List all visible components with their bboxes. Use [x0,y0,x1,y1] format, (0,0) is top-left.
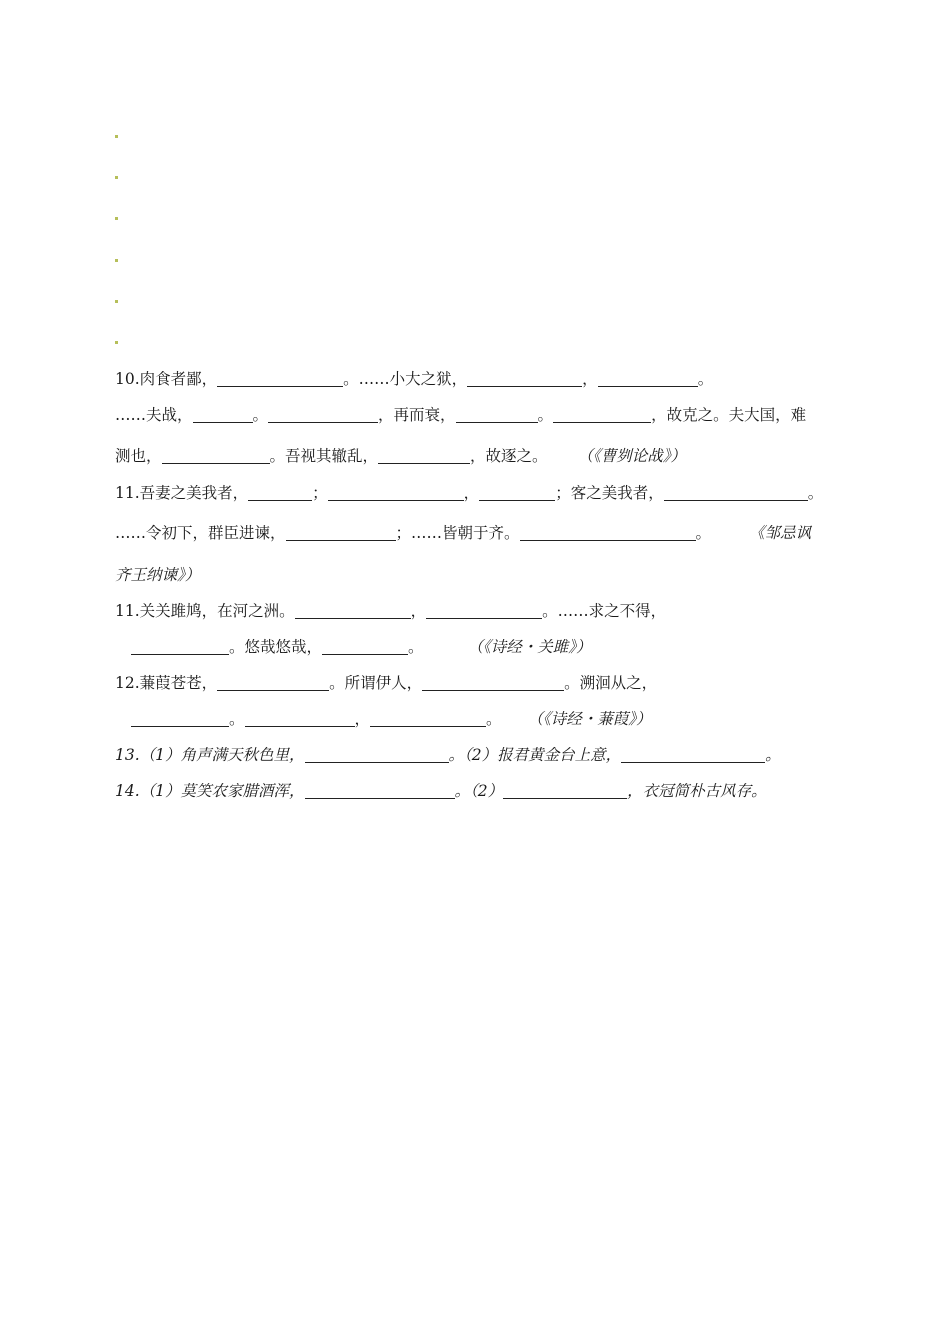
answer-blank[interactable] [553,406,651,423]
source-citation: 《邹忌讽 [749,524,812,542]
answer-blank[interactable] [664,484,808,501]
answer-blank[interactable] [305,782,455,799]
q10-text: 。 [697,370,714,388]
q11b-line-2 [131,637,592,657]
answer-blank[interactable] [426,602,542,619]
q12-line-1 [115,673,657,693]
answer-blank[interactable] [322,638,408,655]
answer-blank[interactable] [268,406,378,423]
bullet-marker [115,135,118,138]
q11b-text: 。悠哉悠哉， [229,638,323,656]
q13-line [115,745,781,765]
q10-line-3 [115,446,686,466]
answer-blank[interactable] [503,782,627,799]
q10-text: ……夫战， [115,406,193,424]
q14-text: ，衣冠简朴古风存。 [627,782,767,800]
q12-text: 。所谓伊人， [329,674,423,692]
q13-text: 13.（1）角声满天秋色里， [115,746,305,764]
q11a-text: ；……皆朝于齐。 [395,524,520,542]
q10-line-2 [115,405,806,425]
answer-blank[interactable] [217,674,329,691]
q12-text: 。 [229,710,245,728]
answer-blank[interactable] [456,406,538,423]
q14-text: 14.（1）莫笑农家腊酒浑， [115,782,305,800]
q13-text: 。 [765,746,781,764]
q10-text: 。 [252,406,269,424]
bullet-marker [115,300,118,303]
q11a-text: 。 [695,524,712,542]
q11b-text: ， [410,602,427,620]
q10-text: 。吾视其辙乱， [269,447,379,465]
q11a-text: ……令初下，群臣进谏， [115,524,286,542]
q10-text: ，故逐之。 [470,447,548,465]
answer-blank[interactable] [131,638,229,655]
q11b-line-1 [115,601,666,621]
q11a-text: 。 [807,484,824,502]
q10-line-1 [115,369,713,389]
q14-text: 。（2） [454,782,504,800]
source-citation: 齐王纳谏》） [115,566,201,584]
answer-blank[interactable] [422,674,564,691]
answer-blank[interactable] [162,447,270,464]
answer-blank[interactable] [378,447,470,464]
answer-blank[interactable] [286,524,396,541]
answer-blank[interactable] [217,370,343,387]
answer-blank[interactable] [370,710,486,727]
answer-blank[interactable] [193,406,253,423]
q11a-line-1 [115,483,823,503]
answer-blank[interactable] [598,370,698,387]
q11a-line-3 [115,565,200,585]
q14-line [115,781,767,801]
q12-text: 。 [486,710,502,728]
q11a-text: ， [463,484,480,502]
q12-text: 。溯洄从之， [564,674,658,692]
q12-line-2 [131,709,652,729]
answer-blank[interactable] [295,602,411,619]
answer-blank[interactable] [520,524,696,541]
q10-text: 测也， [115,447,162,465]
answer-blank[interactable] [467,370,582,387]
answer-blank[interactable] [479,484,555,501]
answer-blank[interactable] [248,484,312,501]
q11b-text: 11.关关雎鸠，在河之洲。 [115,602,295,620]
q13-text: 。（2）报君黄金台上意， [448,746,622,764]
q10-text: 10.肉食者鄙， [115,370,218,388]
q11a-text: 11.吾妻之美我者， [115,484,249,502]
q11b-text: 。 [408,638,424,656]
q10-text: ， [582,370,598,388]
q11a-line-2 [115,523,811,543]
source-citation: （《诗经・关雎》） [467,638,592,656]
bullet-marker [115,341,118,344]
answer-blank[interactable] [305,746,449,763]
q10-text: 。 [537,406,554,424]
q11a-text: ； [312,484,328,502]
answer-blank[interactable] [131,710,229,727]
q10-text: 。……小大之狱， [343,370,468,388]
answer-blank[interactable] [245,710,355,727]
bullet-marker [115,259,118,262]
q12-text: 12.蒹葭苍苍， [115,674,218,692]
q11a-text: ；客之美我者， [555,484,664,502]
bullet-marker [115,217,118,220]
q10-text: ，再而衰， [378,406,456,424]
q10-text: ，故克之。夫大国，难 [651,406,807,424]
source-citation: （《诗经・蒹葭》） [527,710,652,728]
bullet-marker [115,176,118,179]
q12-text: ， [354,710,371,728]
source-citation: （《曹刿论战》） [577,447,687,465]
q11b-text: 。……求之不得， [542,602,667,620]
answer-blank[interactable] [621,746,765,763]
answer-blank[interactable] [328,484,464,501]
